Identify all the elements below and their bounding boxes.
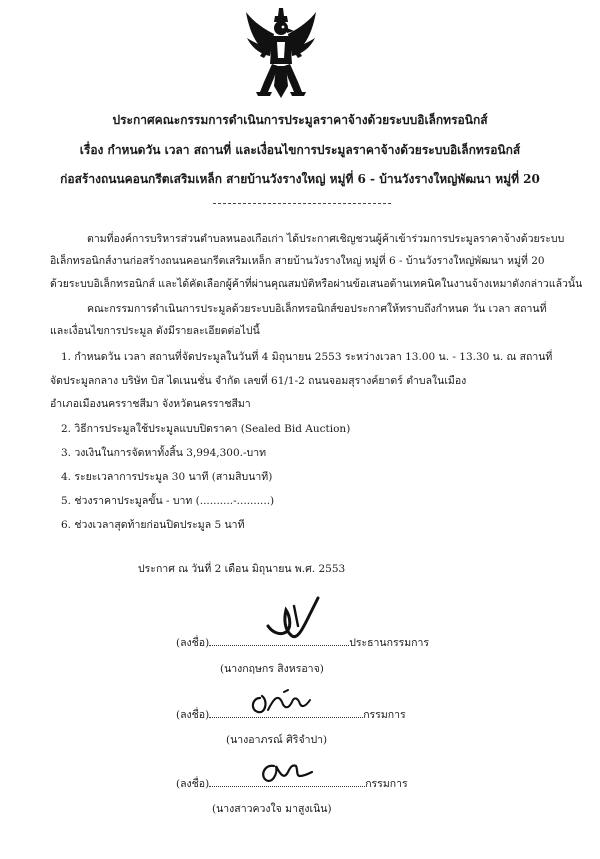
list-item: อำเภอเมืองนครราชสีมา จังหวัดนครราชสีมา (50, 398, 251, 410)
list-item: 6. ช่วงเวลาสุดท้ายก่อนปิดประมูล 5 นาที (61, 519, 245, 531)
signature-dots (209, 776, 365, 787)
document-subject: เรื่อง กำหนดวัน เวลา สถานที่ และเงื่อนไขการประมูลราคาจ้างด้วยระบบอิเล็กทรอนิกส์ (79, 143, 521, 157)
signature-block (176, 634, 429, 651)
announce-date: ประกาศ ณ วันที่ 2 เดือน มิถุนายน พ.ศ. 2553 (138, 563, 346, 575)
list-item: 3. วงเงินในการจัดหาทั้งสิ้น 3,994,300.-บาท (61, 447, 267, 459)
signatory-name: (นางอาภรณ์ ศิริจำปา) (226, 734, 328, 746)
paragraph-line: และเงื่อนไขการประมูล ดังมีรายละเอียดต่อไปนี้ (50, 325, 260, 337)
document-title: ประกาศคณะกรรมการดำเนินการประมูลราคาจ้างด้วยระบบอิเล็กทรอนิกส์ (112, 113, 488, 127)
list-item: 4. ระยะเวลาการประมูล 30 นาที (สามสิบนาที) (61, 471, 273, 483)
signature-role: ประธานกรรมการ (349, 637, 430, 649)
signature-prefix: (ลงชื่อ) (176, 709, 210, 721)
list-item: 1. กำหนดวัน เวลา สถานที่จัดประมูลในวันที่ 4 มิถุนายน 2553 ระหว่างเวลา 13.00 น. - 13.30 น. ณ สถานที่ (61, 351, 553, 363)
paragraph-line: คณะกรรมการดำเนินการประมูลด้วยระบบอิเล็กทรอนิกส์ขอประกาศให้ทราบถึงกำหนด วัน เวลา สถานที่ (87, 303, 547, 315)
garuda-emblem-icon (244, 6, 318, 102)
paragraph-line: ด้วยระบบอิเล็กทรอนิกส์ และได้คัดเลือกผู้ค้าที่ผ่านคุณสมบัติหรือผ่านข้อเสนอด้านเทคนิคในงานจ้างเหมาดังกล่าวแล้วนั้น (50, 278, 583, 290)
signature-role: กรรมการ (365, 778, 408, 790)
list-item: จัดประมูลกลาง บริษัท บิส ไดเนนชั่น จำกัด เลขที่ 61/1-2 ถนนจอมสุรางค์ยาตร์ ตำบลในเมือง (50, 375, 467, 387)
signatory-name: (นางกฤษกร สิงหรอาจ) (220, 663, 324, 675)
signature-dots (209, 635, 349, 646)
signature-prefix: (ลงชื่อ) (176, 778, 210, 790)
document-project: ก่อสร้างถนนคอนกรีตเสริมเหล็ก สายบ้านวังรางใหญ่ หมู่ที่ 6 - บ้านวังรางใหญ่พัฒนา หมู่ที่ 20 (60, 172, 540, 186)
paragraph-line: ตามที่องค์การบริหารส่วนตำบลหนองเกือเก่า ได้ประกาศเชิญชวนผู้ค้าเข้าร่วมการประมูลราคาจ้างด้วยระบบ (87, 233, 565, 245)
signature-block (176, 706, 406, 723)
paragraph-line: อิเล็กทรอนิกส์งานก่อสร้างถนนคอนกรีตเสริมเหล็ก สายบ้านวังรางใหญ่ หมู่ที่ 6 - บ้านวังรางใหญ่พัฒนา หมู่ที่ 20 (50, 255, 545, 267)
divider (213, 203, 391, 204)
list-item: 2. วิธีการประมูลใช้ประมูลแบบปิดราคา (Sealed Bid Auction) (61, 423, 351, 435)
signatory-name: (นางสาวควงใจ มาสูงเนิน) (212, 803, 332, 815)
signature-dots (209, 707, 363, 718)
signature-role: กรรมการ (363, 709, 406, 721)
list-item: 5. ช่วงราคาประมูลขั้น - บาท (..........-..........) (61, 495, 275, 507)
signature-block (176, 775, 408, 792)
signature-prefix: (ลงชื่อ) (176, 637, 210, 649)
